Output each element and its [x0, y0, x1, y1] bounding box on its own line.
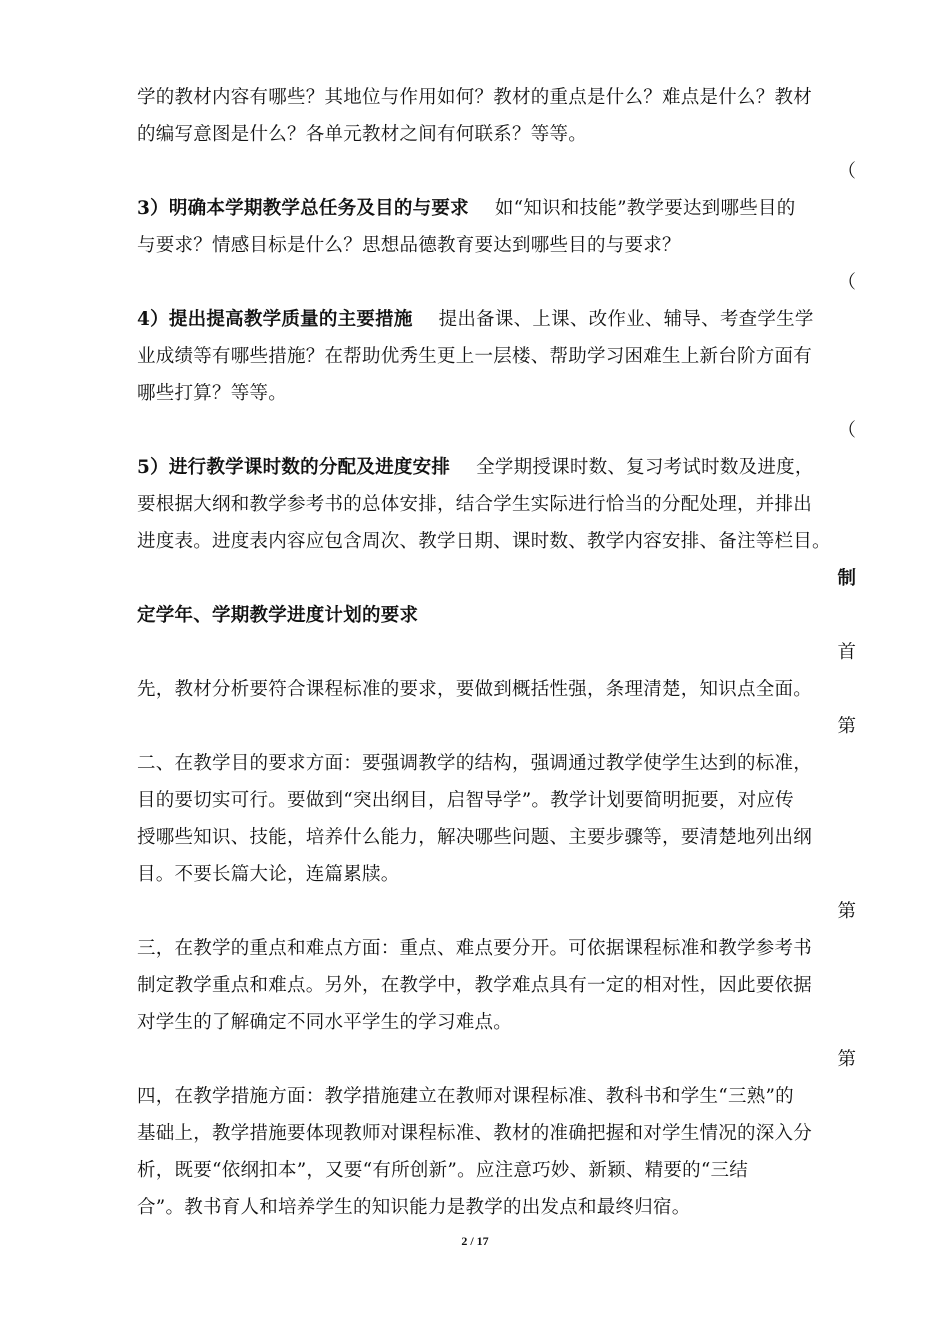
item-first-line [137, 197, 857, 221]
margin-marker: （ [837, 161, 856, 182]
text-line: 要根据大纲和教学参考书的总体安排，结合学生实际进行恰当的分配处理，并排出 [137, 494, 813, 515]
text-line: 二、在教学目的要求方面：要强调教学的结构，强调通过教学使学生达到的标准， [137, 753, 813, 774]
text-line: 哪些打算？等等。 [137, 383, 288, 404]
text-line: 先，教材分析要符合课程标准的要求，要做到概括性强，条理清楚，知识点全面。 [137, 679, 813, 700]
item-first-line [137, 456, 857, 480]
section-title: 定学年、学期教学进度计划的要求 [137, 605, 419, 626]
text-line: 与要求？情感目标是什么？思想品德教育要达到哪些目的与要求？ [137, 235, 681, 256]
margin-marker: （ [837, 272, 856, 293]
text-line: 三，在教学的重点和难点方面：重点、难点要分开。可依据课程标准和教学参考书 [137, 938, 813, 959]
text-line: 目的要切实可行。要做到“突出纲目，启智导学”。教学计划要简明扼要，对应传 [137, 790, 794, 811]
text-line: 析，既要“依纲扣本”，又要“有所创新”。应注意巧妙、新颖、精要的“三结 [137, 1160, 749, 1181]
text-line: 进度表。进度表内容应包含周次、教学日期、课时数、教学内容安排、备注等栏目。 [137, 531, 831, 552]
text-line: 业成绩等有哪些措施？在帮助优秀生更上一层楼、帮助学习困难生上新台阶方面有 [137, 346, 813, 367]
margin-marker: 第 [837, 1049, 856, 1070]
text-line: 基础上，教学措施要体现教师对课程标准、教材的准确把握和对学生情况的深入分 [137, 1123, 813, 1144]
text-line: 四，在教学措施方面：教学措施建立在教师对课程标准、教科书和学生“三熟”的 [137, 1086, 794, 1107]
text-line: 对学生的了解确定不同水平学生的学习难点。 [137, 1012, 513, 1033]
margin-marker: 第 [837, 716, 856, 737]
item-text: 全学期授课时数、复习考试时数及进度， [476, 457, 814, 478]
text-line: 制定教学重点和难点。另外，在教学中，教学难点具有一定的相对性，因此要依据 [137, 975, 813, 996]
text-line: 目。不要长篇大论，连篇累牍。 [137, 864, 400, 885]
margin-marker: （ [837, 420, 856, 441]
item-text: 提出备课、上课、改作业、辅导、考查学生学 [438, 309, 814, 330]
item-heading: 5）进行教学课时数的分配及进度安排 [137, 457, 451, 478]
item-text: 如“知识和技能”教学要达到哪些目的 [494, 198, 796, 219]
text-line: 授哪些知识、技能，培养什么能力，解决哪些问题、主要步骤等，要清楚地列出纲 [137, 827, 813, 848]
item-heading: 3）明确本学期教学总任务及目的与要求 [137, 198, 469, 219]
page-number: 2 / 17 [461, 1234, 489, 1248]
margin-marker: 首 [837, 642, 856, 663]
item-first-line [137, 308, 857, 332]
text-line: 学的教材内容有哪些？其地位与作用如何？教材的重点是什么？难点是什么？教材 [137, 87, 813, 108]
item-heading: 4）提出提高教学质量的主要措施 [137, 309, 413, 330]
margin-marker: 第 [837, 901, 856, 922]
section-marker: 制 [837, 568, 856, 589]
text-line: 的编写意图是什么？各单元教材之间有何联系？等等。 [137, 124, 588, 145]
text-line: 合”。教书育人和培养学生的知识能力是教学的出发点和最终归宿。 [137, 1197, 691, 1218]
